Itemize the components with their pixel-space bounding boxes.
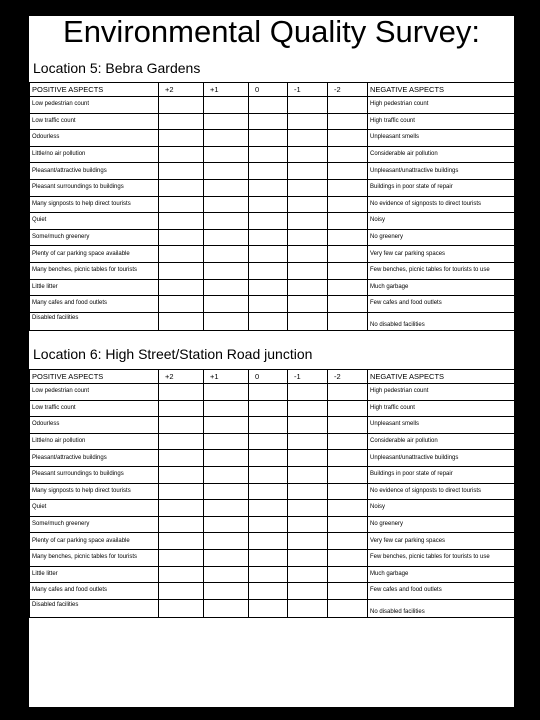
score-cell[interactable] — [328, 97, 368, 114]
positive-aspect: Low pedestrian count — [30, 97, 159, 114]
score-cell[interactable] — [288, 146, 328, 163]
score-cell[interactable] — [328, 533, 368, 550]
score-cell[interactable] — [204, 384, 249, 401]
score-cell[interactable] — [204, 196, 249, 213]
negative-aspect: No evidence of signposts to direct tourists — [368, 196, 515, 213]
score-cell[interactable] — [288, 533, 328, 550]
score-cell[interactable] — [288, 549, 328, 566]
score-cell[interactable] — [288, 97, 328, 114]
positive-aspect: Pleasant surroundings to buildings — [30, 466, 159, 483]
negative-aspect: Considerable air pollution — [368, 146, 515, 163]
table-row — [30, 516, 515, 533]
score-cell[interactable] — [249, 384, 288, 401]
score-cell[interactable] — [288, 312, 328, 331]
score-cell[interactable] — [288, 483, 328, 500]
score-cell[interactable] — [288, 196, 328, 213]
negative-aspects-header: NEGATIVE ASPECTS — [368, 370, 515, 384]
score-cell[interactable] — [159, 400, 204, 417]
table-header-row — [30, 83, 515, 97]
table-row — [30, 533, 515, 550]
score-cell[interactable] — [288, 450, 328, 467]
score-cell[interactable] — [159, 583, 204, 600]
score-cell[interactable] — [288, 213, 328, 230]
score-cell[interactable] — [249, 450, 288, 467]
positive-aspect: Plenty of car parking space available — [30, 246, 159, 263]
negative-aspect: Noisy — [368, 213, 515, 230]
negative-aspect: Buildings in poor state of repair — [368, 179, 515, 196]
score-cell[interactable] — [159, 296, 204, 313]
score-cell[interactable] — [204, 450, 249, 467]
score-cell[interactable] — [249, 312, 288, 331]
score-cell[interactable] — [204, 599, 249, 618]
score-cell[interactable] — [249, 533, 288, 550]
negative-aspect: Unpleasant smells — [368, 130, 515, 147]
negative-aspect: No greenery — [368, 516, 515, 533]
score-cell[interactable] — [249, 229, 288, 246]
positive-aspect: Quiet — [30, 213, 159, 230]
score-cell[interactable] — [288, 583, 328, 600]
score-cell[interactable] — [249, 262, 288, 279]
score-header: +2 — [159, 83, 204, 97]
negative-aspect: Much garbage — [368, 279, 515, 296]
positive-aspect: Pleasant/attractive buildings — [30, 450, 159, 467]
score-cell[interactable] — [288, 516, 328, 533]
score-cell[interactable] — [328, 400, 368, 417]
table-row — [30, 213, 515, 230]
score-cell[interactable] — [249, 279, 288, 296]
table-row — [30, 163, 515, 180]
score-cell[interactable] — [249, 296, 288, 313]
negative-aspect: Few benches, picnic tables for tourists to use — [368, 549, 515, 566]
score-cell[interactable] — [288, 599, 328, 618]
positive-aspect: Disabled facilities — [30, 599, 159, 618]
score-cell[interactable] — [249, 433, 288, 450]
score-cell[interactable] — [249, 246, 288, 263]
score-cell[interactable] — [204, 262, 249, 279]
positive-aspect: Little litter — [30, 566, 159, 583]
score-cell[interactable] — [249, 179, 288, 196]
score-cell[interactable] — [328, 483, 368, 500]
positive-aspect: Pleasant/attractive buildings — [30, 163, 159, 180]
score-cell[interactable] — [204, 583, 249, 600]
score-cell[interactable] — [328, 229, 368, 246]
negative-aspect: High pedestrian count — [368, 97, 515, 114]
table-row — [30, 113, 515, 130]
score-cell[interactable] — [159, 500, 204, 517]
positive-aspects-header: POSITIVE ASPECTS — [30, 370, 159, 384]
score-cell[interactable] — [159, 130, 204, 147]
survey-sheet — [29, 16, 514, 707]
location-6-table — [29, 369, 515, 618]
negative-aspect: Considerable air pollution — [368, 433, 515, 450]
score-cell[interactable] — [288, 400, 328, 417]
score-cell[interactable] — [249, 97, 288, 114]
score-cell[interactable] — [249, 599, 288, 618]
negative-aspect: Unpleasant smells — [368, 417, 515, 434]
score-cell[interactable] — [288, 246, 328, 263]
positive-aspect: Low traffic count — [30, 113, 159, 130]
score-cell[interactable] — [288, 433, 328, 450]
score-cell[interactable] — [249, 500, 288, 517]
score-cell[interactable] — [328, 296, 368, 313]
score-cell[interactable] — [204, 296, 249, 313]
score-cell[interactable] — [204, 400, 249, 417]
score-cell[interactable] — [328, 500, 368, 517]
score-cell[interactable] — [249, 146, 288, 163]
negative-aspects-header: NEGATIVE ASPECTS — [368, 83, 515, 97]
score-cell[interactable] — [159, 113, 204, 130]
score-cell[interactable] — [328, 262, 368, 279]
score-cell[interactable] — [204, 312, 249, 331]
score-cell[interactable] — [328, 213, 368, 230]
score-cell[interactable] — [249, 516, 288, 533]
score-cell[interactable] — [288, 262, 328, 279]
score-cell[interactable] — [288, 163, 328, 180]
table-row — [30, 312, 515, 331]
negative-aspect: Buildings in poor state of repair — [368, 466, 515, 483]
survey-title: Environmental Quality Survey: — [63, 14, 480, 49]
score-cell[interactable] — [204, 229, 249, 246]
score-cell[interactable] — [204, 433, 249, 450]
score-cell[interactable] — [159, 483, 204, 500]
positive-aspect: Quiet — [30, 500, 159, 517]
score-cell[interactable] — [328, 433, 368, 450]
positive-aspect: Low traffic count — [30, 400, 159, 417]
score-cell[interactable] — [249, 566, 288, 583]
score-cell[interactable] — [159, 262, 204, 279]
table-row — [30, 400, 515, 417]
table-row — [30, 279, 515, 296]
positive-aspect: Pleasant surroundings to buildings — [30, 179, 159, 196]
score-cell[interactable] — [204, 279, 249, 296]
score-cell[interactable] — [159, 196, 204, 213]
negative-aspect: Few benches, picnic tables for tourists to use — [368, 262, 515, 279]
positive-aspect: Many signposts to help direct tourists — [30, 196, 159, 213]
score-cell[interactable] — [288, 417, 328, 434]
score-cell[interactable] — [159, 246, 204, 263]
score-cell[interactable] — [204, 483, 249, 500]
score-cell[interactable] — [288, 229, 328, 246]
score-cell[interactable] — [328, 279, 368, 296]
negative-aspect: Few cafes and food outlets — [368, 296, 515, 313]
score-cell[interactable] — [204, 516, 249, 533]
score-cell[interactable] — [249, 466, 288, 483]
score-cell[interactable] — [328, 450, 368, 467]
score-cell[interactable] — [328, 516, 368, 533]
positive-aspect: Many signposts to help direct tourists — [30, 483, 159, 500]
score-cell[interactable] — [288, 296, 328, 313]
score-cell[interactable] — [328, 312, 368, 331]
table-row — [30, 466, 515, 483]
positive-aspects-header: POSITIVE ASPECTS — [30, 83, 159, 97]
score-cell[interactable] — [204, 466, 249, 483]
score-cell[interactable] — [204, 246, 249, 263]
score-header: +1 — [204, 83, 249, 97]
score-cell[interactable] — [328, 583, 368, 600]
score-cell[interactable] — [288, 279, 328, 296]
score-cell[interactable] — [159, 466, 204, 483]
score-cell[interactable] — [204, 146, 249, 163]
negative-aspect: No evidence of signposts to direct tourists — [368, 483, 515, 500]
positive-aspect: Little/no air pollution — [30, 146, 159, 163]
score-cell[interactable] — [328, 179, 368, 196]
score-cell[interactable] — [204, 417, 249, 434]
score-cell[interactable] — [328, 163, 368, 180]
score-cell[interactable] — [288, 500, 328, 517]
table-row — [30, 549, 515, 566]
table-row — [30, 296, 515, 313]
table-row — [30, 566, 515, 583]
score-cell[interactable] — [159, 549, 204, 566]
location-5-heading: Location 5: Bebra Gardens — [33, 60, 201, 76]
score-cell[interactable] — [159, 516, 204, 533]
table-row — [30, 500, 515, 517]
negative-aspect: Unpleasant/unattractive buildings — [368, 163, 515, 180]
table-row — [30, 262, 515, 279]
negative-aspect: High traffic count — [368, 113, 515, 130]
positive-aspect: Many benches, picnic tables for tourists — [30, 262, 159, 279]
score-cell[interactable] — [288, 113, 328, 130]
table-row — [30, 229, 515, 246]
score-cell[interactable] — [328, 196, 368, 213]
score-header: 0 — [249, 83, 288, 97]
negative-aspect: High traffic count — [368, 400, 515, 417]
score-cell[interactable] — [159, 163, 204, 180]
score-cell[interactable] — [249, 213, 288, 230]
negative-aspect: Unpleasant/unattractive buildings — [368, 450, 515, 467]
score-cell[interactable] — [328, 113, 368, 130]
score-cell[interactable] — [204, 500, 249, 517]
score-cell[interactable] — [249, 130, 288, 147]
score-cell[interactable] — [159, 417, 204, 434]
positive-aspect: Many cafes and food outlets — [30, 296, 159, 313]
score-cell[interactable] — [159, 179, 204, 196]
negative-aspect: High pedestrian count — [368, 384, 515, 401]
negative-aspect: Few cafes and food outlets — [368, 583, 515, 600]
table-row — [30, 246, 515, 263]
table-row — [30, 146, 515, 163]
score-cell[interactable] — [249, 113, 288, 130]
positive-aspect: Little/no air pollution — [30, 433, 159, 450]
score-cell[interactable] — [159, 566, 204, 583]
score-cell[interactable] — [159, 450, 204, 467]
score-cell[interactable] — [249, 583, 288, 600]
score-header: +1 — [204, 370, 249, 384]
score-cell[interactable] — [288, 179, 328, 196]
score-cell[interactable] — [288, 566, 328, 583]
score-cell[interactable] — [288, 384, 328, 401]
negative-aspect: No greenery — [368, 229, 515, 246]
location-5-table — [29, 82, 515, 331]
negative-aspect: No disabled facilities — [368, 312, 515, 331]
table-row — [30, 583, 515, 600]
positive-aspect: Plenty of car parking space available — [30, 533, 159, 550]
negative-aspect: Very few car parking spaces — [368, 246, 515, 263]
score-cell[interactable] — [288, 466, 328, 483]
table-row — [30, 179, 515, 196]
score-cell[interactable] — [204, 130, 249, 147]
score-header: +2 — [159, 370, 204, 384]
score-cell[interactable] — [159, 279, 204, 296]
score-cell[interactable] — [249, 163, 288, 180]
score-header: 0 — [249, 370, 288, 384]
negative-aspect: Noisy — [368, 500, 515, 517]
table-header-row — [30, 370, 515, 384]
score-cell[interactable] — [249, 483, 288, 500]
table-row — [30, 384, 515, 401]
score-header: -2 — [328, 83, 368, 97]
score-cell[interactable] — [249, 549, 288, 566]
table-row — [30, 599, 515, 618]
score-cell[interactable] — [328, 566, 368, 583]
positive-aspect: Odourless — [30, 417, 159, 434]
score-cell[interactable] — [204, 549, 249, 566]
score-cell[interactable] — [328, 466, 368, 483]
score-cell[interactable] — [159, 599, 204, 618]
score-cell[interactable] — [328, 417, 368, 434]
positive-aspect: Odourless — [30, 130, 159, 147]
score-cell[interactable] — [159, 312, 204, 331]
positive-aspect: Disabled facilities — [30, 312, 159, 331]
score-header: -2 — [328, 370, 368, 384]
score-cell[interactable] — [328, 599, 368, 618]
positive-aspect: Many benches, picnic tables for tourists — [30, 549, 159, 566]
score-cell[interactable] — [159, 384, 204, 401]
negative-aspect: Much garbage — [368, 566, 515, 583]
score-cell[interactable] — [159, 229, 204, 246]
table-row — [30, 417, 515, 434]
score-header: -1 — [288, 83, 328, 97]
positive-aspect: Some/much greenery — [30, 229, 159, 246]
table-row — [30, 196, 515, 213]
table-row — [30, 483, 515, 500]
score-cell[interactable] — [249, 196, 288, 213]
table-row — [30, 130, 515, 147]
negative-aspect: Very few car parking spaces — [368, 533, 515, 550]
score-cell[interactable] — [204, 97, 249, 114]
score-cell[interactable] — [204, 163, 249, 180]
score-cell[interactable] — [204, 566, 249, 583]
score-cell[interactable] — [249, 417, 288, 434]
score-cell[interactable] — [159, 533, 204, 550]
score-cell[interactable] — [204, 213, 249, 230]
score-cell[interactable] — [249, 400, 288, 417]
negative-aspect: No disabled facilities — [368, 599, 515, 618]
score-cell[interactable] — [204, 113, 249, 130]
score-cell[interactable] — [328, 146, 368, 163]
positive-aspect: Little litter — [30, 279, 159, 296]
table-row — [30, 97, 515, 114]
positive-aspect: Some/much greenery — [30, 516, 159, 533]
table-row — [30, 433, 515, 450]
positive-aspect: Many cafes and food outlets — [30, 583, 159, 600]
score-cell[interactable] — [328, 130, 368, 147]
score-cell[interactable] — [159, 146, 204, 163]
score-cell[interactable] — [288, 130, 328, 147]
score-cell[interactable] — [159, 433, 204, 450]
score-header: -1 — [288, 370, 328, 384]
score-cell[interactable] — [204, 533, 249, 550]
location-6-heading: Location 6: High Street/Station Road junction — [33, 346, 313, 362]
score-cell[interactable] — [328, 384, 368, 401]
positive-aspect: Low pedestrian count — [30, 384, 159, 401]
table-row — [30, 450, 515, 467]
score-cell[interactable] — [328, 246, 368, 263]
score-cell[interactable] — [328, 549, 368, 566]
score-cell[interactable] — [159, 97, 204, 114]
score-cell[interactable] — [159, 213, 204, 230]
score-cell[interactable] — [204, 179, 249, 196]
